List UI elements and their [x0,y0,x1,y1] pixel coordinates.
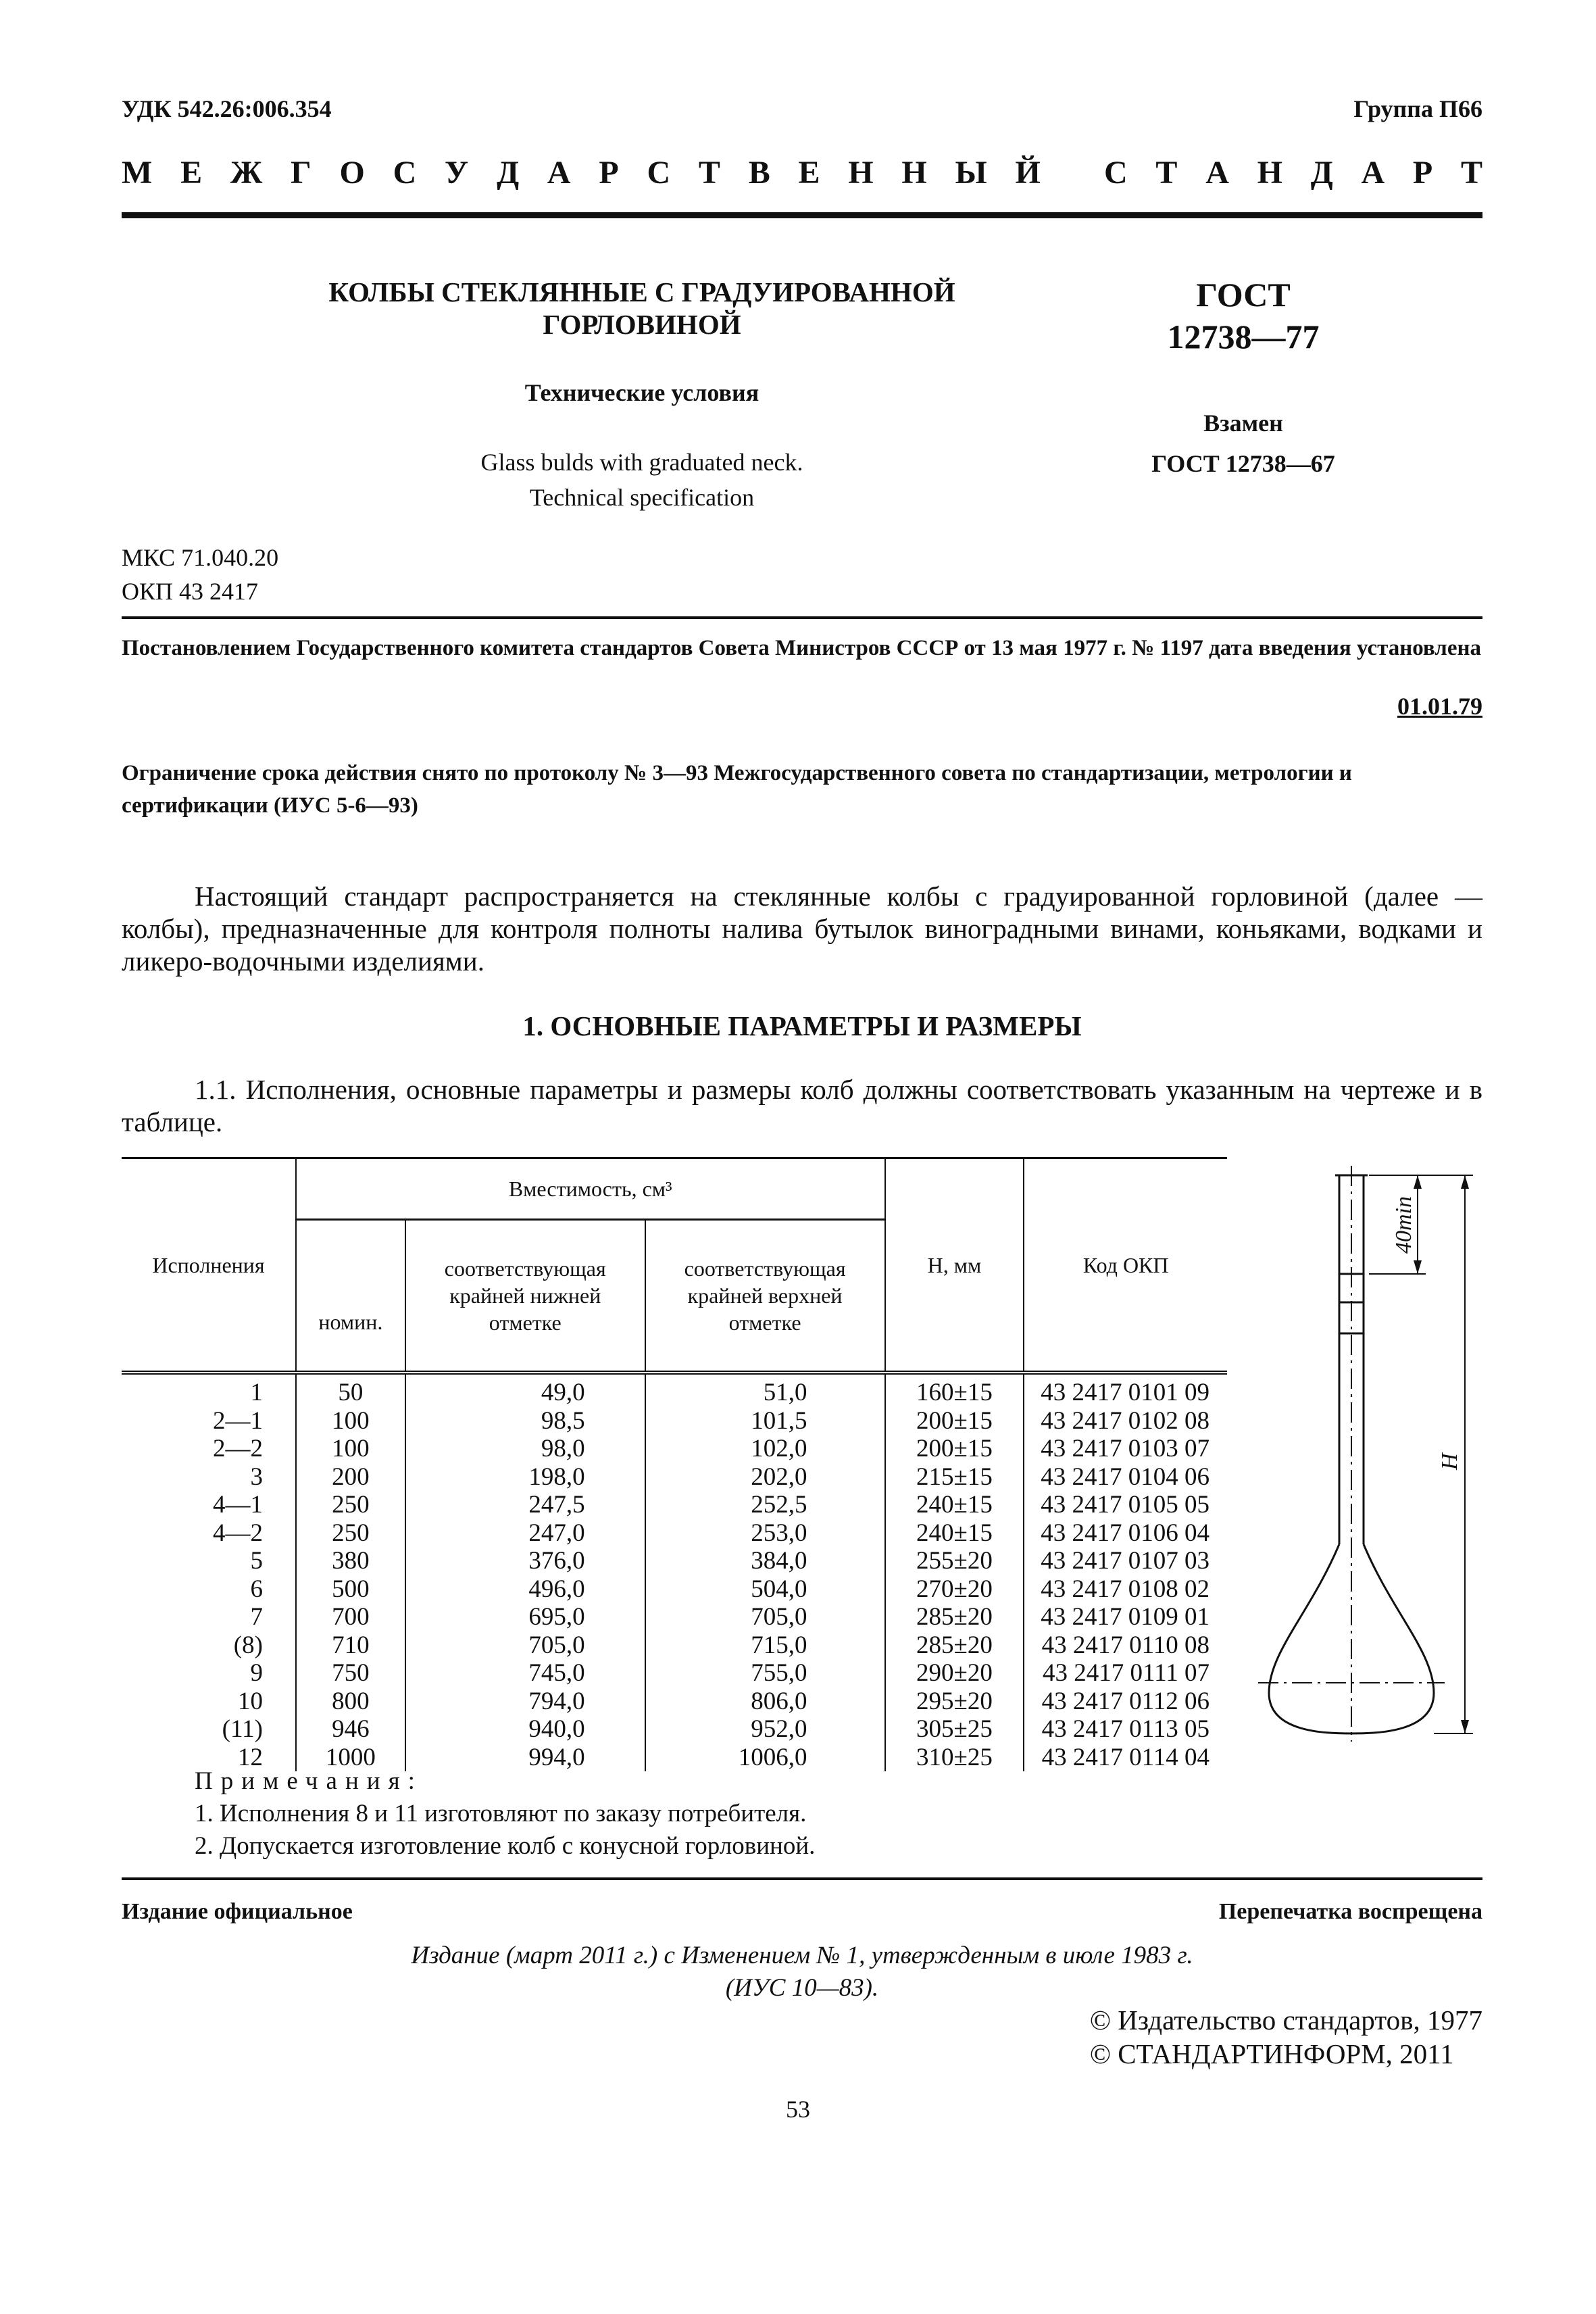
cell-up: 252,5 [645,1491,885,1519]
okp-code: ОКП 43 2417 [122,578,259,605]
copyright-block [1090,2003,1482,2071]
cell-nom: 710 [296,1631,405,1660]
cell-nom: 200 [296,1463,405,1492]
cell-okp: 43 2417 0104 06 [1041,1462,1210,1491]
cell-up: 952,0 [645,1715,885,1744]
introduction-date: 01.01.79 [1397,693,1482,720]
banner-letter: О [339,155,365,191]
table-row [122,1519,1227,1548]
cell-okp: 43 2417 0110 08 [1041,1631,1210,1659]
cell-low: 98,5 [405,1407,645,1435]
edition-line-1: Издание (март 2011 г.) с Изменением № 1, утвержденным в июле 1983 г. [411,1942,1193,1969]
banner-letter: Т [1155,155,1178,191]
banner-letter: А [1361,155,1385,191]
table-row [122,1688,1227,1716]
document-subtitle: Технические условия [524,379,759,406]
banner-letter: А [547,155,571,191]
cell-h: 160±15 [885,1373,1024,1407]
cell-low: 705,0 [405,1631,645,1660]
banner-word-interstate [122,154,1041,191]
banner-word-standard [1104,154,1482,191]
banner-letter: А [1205,155,1229,191]
note-2: 2. Допускается изготовление колб с конусной горловиной. [195,1832,816,1860]
cell-okp: 43 2417 0108 02 [1041,1575,1210,1603]
title-line-2: ГОРЛОВИНОЙ [543,309,741,340]
cell-nom: 750 [296,1659,405,1688]
replaces-label: Взамен [1203,410,1283,437]
cell-nom: 500 [296,1575,405,1604]
page-number: 53 [786,2096,810,2123]
cell-up: 101,5 [645,1407,885,1435]
table-row [122,1603,1227,1631]
flask-drawing [1250,1166,1487,1747]
banner-letter: Н [1257,155,1282,191]
intro-paragraph: Настоящий стандарт распространяется на стеклянные колбы с градуированной горловиной (далее — колбы), предназначенные для контроля полноты налива бутылок виноградными винами, коньяками, водками и ликеро-водочными изделиями. [122,881,1482,977]
table-row [122,1463,1227,1492]
cell-low: 247,0 [405,1519,645,1548]
classification-codes [122,541,278,608]
cell-low: 994,0 [405,1744,645,1772]
cell-low: 198,0 [405,1463,645,1492]
english-title [257,445,1027,515]
parameters-table [122,1157,1227,1771]
banner-letter: Ж [230,155,263,191]
cell-isp: (8) [122,1631,296,1660]
cell-nom: 250 [296,1519,405,1548]
cell-isp: 12 [122,1744,296,1772]
cell-isp: 7 [122,1603,296,1631]
title-line-1: КОЛБЫ СТЕКЛЯННЫЕ С ГРАДУИРОВАННОЙ [328,276,955,307]
gost-number: 12738—77 [1167,318,1320,355]
cell-h: 270±20 [885,1575,1024,1604]
table-row [122,1575,1227,1604]
cell-up: 806,0 [645,1688,885,1716]
cell-isp: 10 [122,1688,296,1716]
cell-up: 102,0 [645,1435,885,1463]
cell-okp: 43 2417 0114 04 [1041,1743,1210,1771]
banner-letter: Г [291,155,311,191]
gost-label: ГОСТ [1196,276,1291,314]
cell-isp: 2—2 [122,1435,296,1463]
paragraph-1-1: 1.1. Исполнения, основные параметры и размеры колб должны соответствовать указанным на чертеже и в таблице. [122,1074,1482,1137]
cell-low: 496,0 [405,1575,645,1604]
replaces-block [1081,403,1405,484]
cell-isp: (11) [122,1715,296,1744]
cell-h: 200±15 [885,1407,1024,1435]
cell-isp: 4—1 [122,1491,296,1519]
section-1-title: 1. ОСНОВНЫЕ ПАРАМЕТРЫ И РАЗМЕРЫ [522,1010,1082,1041]
cell-isp: 9 [122,1659,296,1688]
header-up: соответствующая крайней верхней отметке [645,1220,885,1373]
cell-nom: 50 [296,1373,405,1407]
table-row [122,1547,1227,1575]
copyright-1977: © Издательство стандартов, 1977 [1089,2004,1482,2036]
cell-low: 940,0 [405,1715,645,1744]
dim-40-label: 40min [1391,1196,1416,1254]
cell-h: 310±25 [885,1744,1024,1772]
table-row [122,1491,1227,1519]
table-row [122,1715,1227,1744]
cell-nom: 946 [296,1715,405,1744]
reprint-forbidden: Перепечатка воспрещена [1218,1899,1482,1924]
table-row [122,1631,1227,1660]
udk-code: УДК 542.26:006.354 [122,95,332,122]
banner-letter: С [647,155,671,191]
banner-letter: У [445,155,469,191]
note-1: 1. Исполнения 8 и 11 изготовляют по заказу потребителя. [195,1800,807,1827]
banner-letter: Е [180,155,203,191]
cell-okp: 43 2417 0102 08 [1041,1406,1210,1435]
banner-letter: С [393,155,417,191]
gost-number-block [1081,274,1405,358]
header-low: соответствующая крайней нижней отметке [405,1220,645,1373]
notes-heading: Примечания: [195,1767,423,1795]
cell-nom: 100 [296,1435,405,1463]
cell-h: 255±20 [885,1547,1024,1575]
header-okp: Код ОКП [1024,1158,1227,1373]
cell-nom: 1000 [296,1744,405,1772]
official-edition: Издание официальное [122,1899,353,1924]
cell-okp: 43 2417 0106 04 [1041,1519,1210,1547]
cell-up: 504,0 [645,1575,885,1604]
table-row [122,1407,1227,1435]
notes-block [195,1765,815,1863]
cell-okp: 43 2417 0105 05 [1041,1491,1210,1519]
mks-code: МКС 71.040.20 [122,544,279,571]
cell-h: 200±15 [885,1435,1024,1463]
cell-up: 253,0 [645,1519,885,1548]
cell-nom: 800 [296,1688,405,1716]
cell-isp: 4—2 [122,1519,296,1548]
cell-low: 247,5 [405,1491,645,1519]
cell-okp: 43 2417 0103 07 [1041,1435,1210,1462]
cell-isp: 2—1 [122,1407,296,1435]
header-nom: номин. [296,1220,405,1373]
header-h: Н, мм [885,1158,1024,1373]
banner-letter: Й [1015,155,1041,191]
decree-text: Постановлением Государственного комитета стандартов Совета Министров СССР от 13 мая 1977 г. № 1197 дата введения установлена [122,636,1481,660]
cell-h: 240±15 [885,1519,1024,1548]
banner-letter: М [122,155,153,191]
cell-okp: 43 2417 0112 06 [1041,1687,1210,1715]
cell-low: 695,0 [405,1603,645,1631]
arrow-icon [1461,1175,1469,1189]
cell-h: 290±20 [885,1659,1024,1688]
edition-line-2: (ИУС 10—83). [725,1974,879,2002]
cell-low: 376,0 [405,1547,645,1575]
header-rule [122,212,1482,218]
cell-h: 285±20 [885,1631,1024,1660]
cell-nom: 700 [296,1603,405,1631]
arrow-icon [1461,1720,1469,1733]
cell-okp: 43 2417 0113 05 [1041,1715,1210,1743]
cell-okp: 43 2417 0101 09 [1041,1379,1210,1406]
banner-letter: Н [848,155,874,191]
group-code: Группа П66 [1353,95,1482,122]
cell-low: 49,0 [405,1373,645,1407]
standard-banner [122,154,1482,191]
table-row [122,1659,1227,1688]
cell-h: 240±15 [885,1491,1024,1519]
cell-okp: 43 2417 0111 07 [1042,1659,1210,1687]
banner-letter: Ы [955,155,987,191]
cell-low: 794,0 [405,1688,645,1716]
copyright-2011: © СТАНДАРТИНФОРМ, 2011 [1089,2038,1454,2069]
cell-okp: 43 2417 0109 01 [1041,1603,1210,1631]
table-row [122,1373,1227,1407]
cell-h: 215±15 [885,1463,1024,1492]
cell-h: 295±20 [885,1688,1024,1716]
banner-letter: Р [599,155,619,191]
cell-up: 705,0 [645,1603,885,1631]
cell-up: 202,0 [645,1463,885,1492]
cell-up: 384,0 [645,1547,885,1575]
cell-low: 98,0 [405,1435,645,1463]
banner-letter: Е [798,155,820,191]
banner-letter: Т [698,155,720,191]
cell-nom: 380 [296,1547,405,1575]
arrow-icon [1414,1175,1422,1189]
banner-letter: Р [1412,155,1433,191]
cell-h: 285±20 [885,1603,1024,1631]
banner-letter: Т [1460,155,1482,191]
table-row [122,1435,1227,1463]
limit-removed-text: Ограничение срока действия снято по протоколу № 3—93 Межгосударственного совета по стандартизации, метрологии и сертификации (ИУС 5-6—93) [122,761,1352,818]
banner-letter: Н [901,155,927,191]
cell-isp: 6 [122,1575,296,1604]
cell-isp: 1 [122,1373,296,1407]
banner-letter: Д [497,155,520,191]
english-title-line-1: Glass bulds with graduated neck. [480,449,803,476]
banner-letter: Д [1310,155,1333,191]
cell-up: 715,0 [645,1631,885,1660]
banner-letter: В [748,155,770,191]
cell-nom: 250 [296,1491,405,1519]
cell-up: 1006,0 [645,1744,885,1772]
cell-isp: 5 [122,1547,296,1575]
cell-isp: 3 [122,1463,296,1492]
cell-low: 745,0 [405,1659,645,1688]
cell-up: 755,0 [645,1659,885,1688]
edition-info [122,1940,1482,2004]
header-isp: Исполнения [122,1158,296,1373]
arrow-icon [1414,1260,1422,1274]
cell-up: 51,0 [645,1373,885,1407]
english-title-line-2: Technical specification [529,484,755,511]
header-capacity [296,1158,885,1220]
header-capacity-label: Вместимость, см³ [508,1176,672,1201]
cell-nom: 100 [296,1407,405,1435]
document-title [257,276,1027,341]
banner-letter: С [1104,155,1128,191]
cell-okp: 43 2417 0107 03 [1041,1547,1210,1575]
codes-rule [122,616,1482,619]
footer-rule [122,1877,1482,1880]
table-body [122,1373,1227,1771]
replaces-number: ГОСТ 12738—67 [1151,450,1335,477]
dim-h-label: Н [1437,1453,1462,1470]
cell-h: 305±25 [885,1715,1024,1744]
